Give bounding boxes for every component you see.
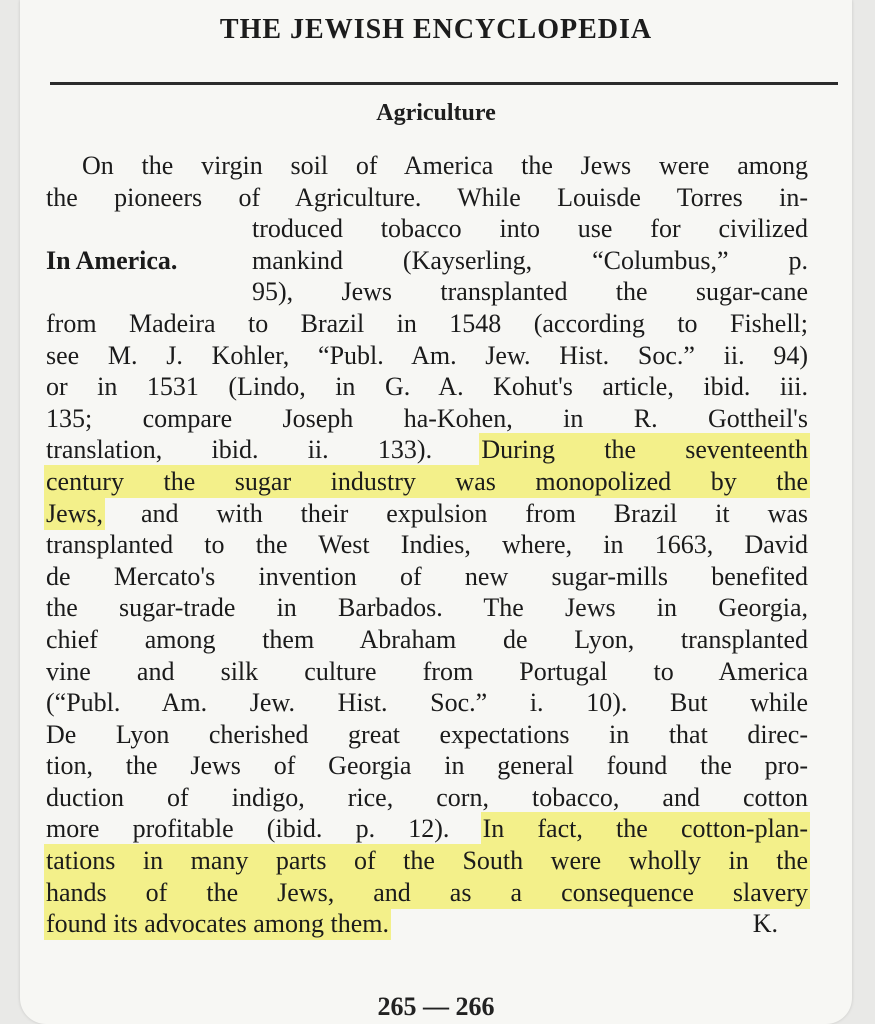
text-line: duction of indigo, rice, corn, tobacco, and cotton: [46, 782, 808, 812]
margin-note: In America.: [46, 245, 178, 275]
text-fragment: and with their expulsion from Brazil it was: [141, 498, 808, 528]
text-line: [46, 245, 808, 277]
text-line: [46, 845, 808, 877]
text-line: [46, 877, 808, 909]
text-line: [46, 908, 808, 940]
encyclopedia-page: [20, 0, 852, 1024]
text-line: [46, 466, 808, 498]
text-fragment: translation, ibid. ii. 133).: [46, 435, 433, 465]
highlighted-text: hands of the Jews, and as a consequence slavery: [46, 877, 808, 907]
text-fragment: mankind (Kayserling, “Columbus,” p.: [252, 245, 808, 275]
text-line: On the virgin soil of America the Jews were among: [82, 151, 808, 180]
text-line: [46, 276, 808, 308]
text-line: tion, the Jews of Georgia in general found the pro-: [46, 751, 808, 781]
text-line: [46, 813, 808, 845]
text-fragment: 95), Jews transplanted the sugar-cane: [252, 277, 808, 307]
text-line: the sugar-trade in Barbados. The Jews in Georgia,: [46, 593, 808, 623]
running-head: THE JEWISH ENCYCLOPEDIA: [219, 14, 653, 45]
highlighted-text: found its advocates among them.: [46, 909, 389, 939]
text-line: de Mercato's invention of new sugar-mills benefited: [46, 561, 808, 591]
text-line: see M. J. Kohler, “Publ. Am. Jew. Hist. Soc.” ii. 94): [46, 340, 808, 370]
text-line: (“Publ. Am. Jew. Hist. Soc.” i. 10). But while: [46, 688, 808, 718]
text-line: De Lyon cherished great expectations in that direc-: [46, 719, 808, 749]
text-line: vine and silk culture from Portugal to America: [46, 656, 808, 686]
highlighted-text: Jews,: [46, 498, 104, 528]
text-fragment: troduced tobacco into use for civilized: [252, 214, 808, 244]
text-line: [46, 434, 808, 466]
highlighted-text: During the seventeenth: [481, 435, 809, 465]
section-title: Agriculture: [376, 100, 496, 126]
header-rule: [50, 82, 838, 85]
text-line: [46, 498, 808, 530]
page-numbers: 265 — 266: [377, 992, 495, 1021]
text-line: transplanted to the West Indies, where, in 1663, David: [46, 530, 808, 560]
author-signature: K.: [752, 909, 778, 939]
text-line: 135; compare Joseph ha-Kohen, in R. Gottheil's: [46, 403, 808, 433]
text-line: chief among them Abraham de Lyon, transplanted: [46, 624, 808, 654]
highlighted-text: century the sugar industry was monopolized by the: [46, 466, 808, 496]
text-line: the pioneers of Agriculture. While Louisde Torres in-: [46, 182, 808, 212]
text-fragment: more profitable (ibid. p. 12).: [46, 814, 450, 844]
highlighted-text: In fact, the cotton-plan-: [482, 814, 809, 844]
highlighted-text: tations in many parts of the South were wholly in the: [46, 846, 808, 876]
article-body: [46, 150, 808, 940]
text-line: [46, 213, 808, 245]
text-line: from Madeira to Brazil in 1548 (according to Fishell;: [46, 308, 808, 338]
text-line: or in 1531 (Lindo, in G. A. Kohut's article, ibid. iii.: [46, 372, 808, 402]
